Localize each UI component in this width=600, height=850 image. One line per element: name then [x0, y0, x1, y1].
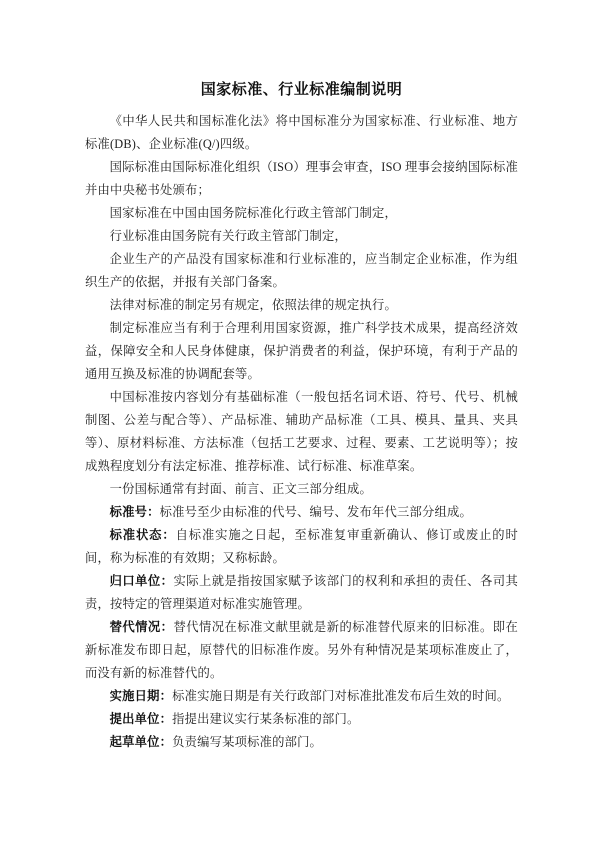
term-label: 起草单位： [109, 735, 173, 749]
definition-text: 标准号至少由标准的代号、编号、发布年代三部分组成。 [159, 505, 473, 519]
definition-paragraph [85, 501, 518, 524]
definition-paragraph [85, 731, 518, 754]
paragraph: 制定标准应当有利于合理利用国家资源，推广科学技术成果，提高经济效益，保障安全和人民身体健康，保护消费者的利益，保护环境，有利于产品的通用互换及标准的协调配套等。 [85, 321, 518, 381]
document-title: 国家标准、行业标准编制说明 [200, 82, 403, 98]
definition-text: 指提出建议实行某条标准的部门。 [172, 712, 360, 726]
term-label: 归口单位： [109, 574, 174, 588]
definition-paragraph [85, 616, 518, 685]
definition-text: 实际上就是指按国家赋予该部门的权利和承担的责任、各司其责，按特定的管理渠道对标准实施管理。 [85, 574, 518, 611]
term-label: 替代情况： [109, 620, 174, 634]
definition-paragraph [85, 708, 518, 731]
definition-text: 替代情况在标准文献里就是新的标准替代原来的旧标准。即在新标准发布即日起，原替代的旧标准作废。另外有种情况是某项标准废止了，而没有新的标准替代的。 [85, 620, 518, 680]
definition-text: 标准实施日期是有关行政部门对标准批准发布后生效的时间。 [172, 689, 510, 703]
term-label: 标准状态： [109, 528, 176, 542]
term-label: 标准号： [109, 505, 160, 519]
paragraph: 国际标准由国际标准化组织（ISO）理事会审查，ISO 理事会接纳国际标准并由中央秘书处颁布； [85, 160, 518, 197]
paragraph: 一份国标通常有封面、前言、正文三部分组成。 [109, 482, 373, 496]
paragraph: 法律对标准的制定另有规定，依照法律的规定执行。 [109, 298, 398, 312]
definition-paragraph [85, 524, 518, 570]
paragraph: 企业生产的产品没有国家标准和行业标准的，应当制定企业标准，作为组织生产的依据，并报有关部门备案。 [85, 252, 518, 289]
definition-text: 自标准实施之日起，至标准复审重新确认、修订或废止的时间，称为标准的有效期；又称标龄。 [85, 528, 518, 565]
paragraph: 《中华人民共和国标准化法》将中国标准分为国家标准、行业标准、地方标准(DB)、企业标准(Q/)四级。 [85, 114, 518, 151]
paragraph: 国家标准在中国由国务院标准化行政主管部门制定， [109, 206, 398, 220]
definition-paragraph [85, 685, 518, 708]
document-content [85, 80, 518, 754]
term-label: 提出单位： [109, 712, 173, 726]
definition-text: 负责编写某项标准的部门。 [172, 735, 323, 749]
paragraph: 行业标准由国务院有关行政主管部门制定， [109, 229, 348, 243]
definition-paragraph [85, 570, 518, 616]
paragraph: 中国标准按内容划分有基础标准（一般包括名词术语、符号、代号、机械制图、公差与配合等）、产品标准、辅助产品标准（工具、模具、量具、夹具等）、原材料标准、方法标准（包括工艺要求、过程、要素、工艺说明等）；按成熟程度划分有法定标准、推荐标准、试行标准、标准草案。 [85, 390, 518, 473]
term-label: 实施日期： [109, 689, 173, 703]
